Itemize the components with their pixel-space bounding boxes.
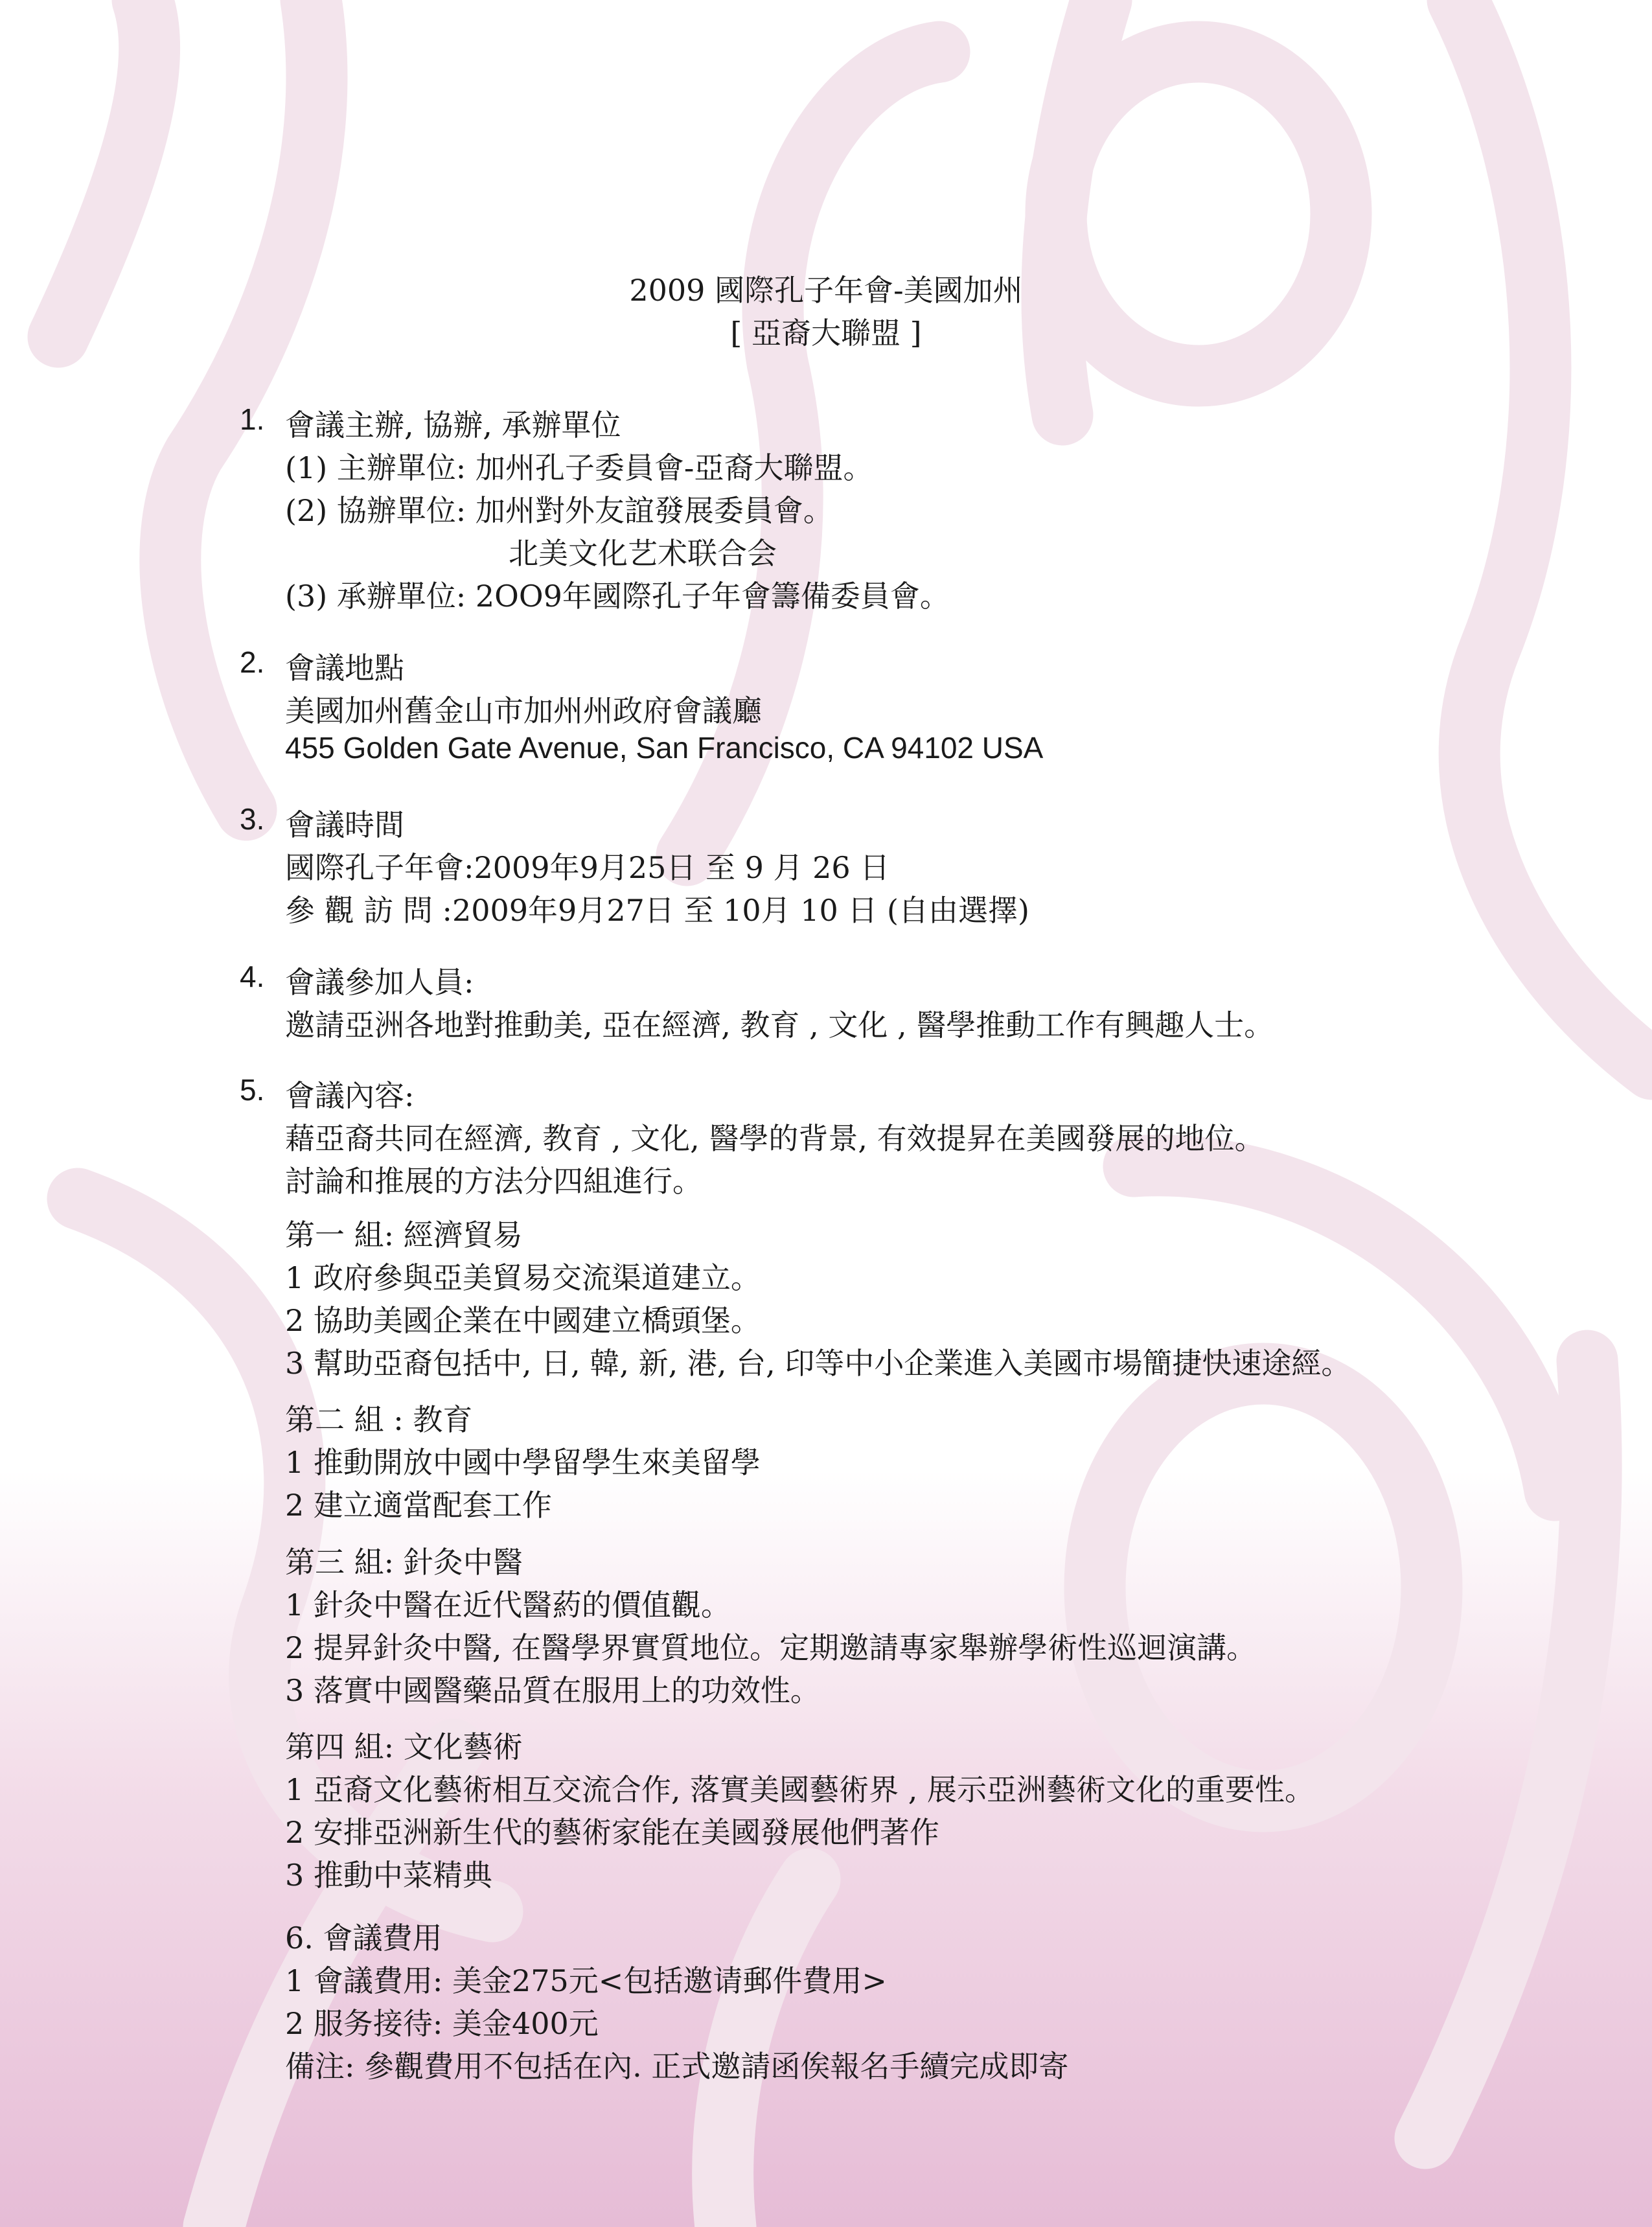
- section-line: 美國加州舊金山市加州州政府會議廳: [285, 693, 762, 728]
- list-item: 2 提昇針灸中醫, 在醫學界實質地位。定期邀請專家舉辦學術性巡迴演講。: [285, 1630, 1257, 1665]
- section-heading: 會議地點: [285, 651, 404, 686]
- section-line: (1) 主辦單位: 加州孔子委員會-亞裔大聯盟。: [285, 450, 873, 485]
- group-title: 第一 組: 經濟貿易: [285, 1217, 523, 1252]
- list-item: 1 政府參與亞美貿易交流渠道建立。: [285, 1260, 761, 1295]
- section-line: 討論和推展的方法分四組進行。: [285, 1164, 702, 1199]
- list-item: 3 推動中菜精典: [285, 1858, 492, 1893]
- list-item: 2 協助美國企業在中國建立橋頭堡。: [285, 1303, 761, 1338]
- section-heading: 會議參加人員:: [285, 965, 474, 1000]
- list-item: 3 落實中國醫藥品質在服用上的功效性。: [285, 1673, 820, 1708]
- address-line: 455 Golden Gate Avenue, San Francisco, CA 94102 USA: [285, 731, 1044, 765]
- fee-line: 1 會議費用: 美金275元<包括邀请郵件費用>: [285, 1963, 887, 1998]
- section-number: 1.: [240, 402, 265, 436]
- list-item: 1 推動開放中國中學留學生來美留學: [285, 1445, 761, 1480]
- document-subtitle: [ 亞裔大聯盟 ]: [730, 316, 922, 351]
- section-heading: 會議內容:: [285, 1078, 415, 1113]
- section-line: (2) 協辦單位: 加州對外友誼發展委員會。: [285, 493, 833, 528]
- group-title: 第四 組: 文化藝術: [285, 1729, 523, 1764]
- section-line: (3) 承辦單位: 2OO9年國際孔子年會籌備委員會。: [285, 579, 950, 614]
- section-heading: 會議主辦, 協辦, 承辦單位: [285, 408, 621, 443]
- document-title: 2009 國際孔子年會-美國加州: [629, 273, 1023, 308]
- list-item: 2 安排亞洲新生代的藝術家能在美國發展他們著作: [285, 1815, 939, 1850]
- section-line: 參 觀 訪 問 :2009年9月27日 至 10月 10 日 (自由選擇): [285, 893, 1029, 928]
- group-title: 第二 組 : 教育: [285, 1402, 473, 1437]
- section-line: 國際孔子年會:2009年9月25日 至 9 月 26 日: [285, 850, 890, 885]
- section-line: 邀請亞洲各地對推動美, 亞在經濟, 教育 , 文化 , 醫學推動工作有興趣人士。: [285, 1008, 1274, 1043]
- section-line: 北美文化艺术联合会: [509, 536, 777, 571]
- list-item: 1 針灸中醫在近代醫葯的價值觀。: [285, 1587, 731, 1622]
- section-number: 4.: [240, 960, 265, 993]
- group-title: 第三 組: 針灸中醫: [285, 1545, 523, 1580]
- section-number: 2.: [240, 645, 265, 679]
- section-line: 藉亞裔共同在經濟, 教育 , 文化, 醫學的背景, 有效提昇在美國發展的地位。: [285, 1121, 1265, 1156]
- list-item: 1 亞裔文化藝術相互交流合作, 落實美國藝術界 , 展示亞洲藝術文化的重要性。: [285, 1772, 1314, 1807]
- fee-line: 2 服务接待: 美金400元: [285, 2006, 599, 2041]
- remark-line: 備注: 參觀費用不包括在內. 正式邀請函俟報名手續完成即寄: [285, 2049, 1069, 2084]
- section-number: 3.: [240, 802, 265, 836]
- list-item: 2 建立適當配套工作: [285, 1488, 552, 1523]
- section-number: 5.: [240, 1073, 265, 1107]
- section-heading: 6. 會議費用: [285, 1921, 442, 1956]
- list-item: 3 幫助亞裔包括中, 日, 韓, 新, 港, 台, 印等中小企業進入美國市場簡捷快速途經。: [285, 1346, 1351, 1381]
- section-heading: 會議時間: [285, 807, 404, 842]
